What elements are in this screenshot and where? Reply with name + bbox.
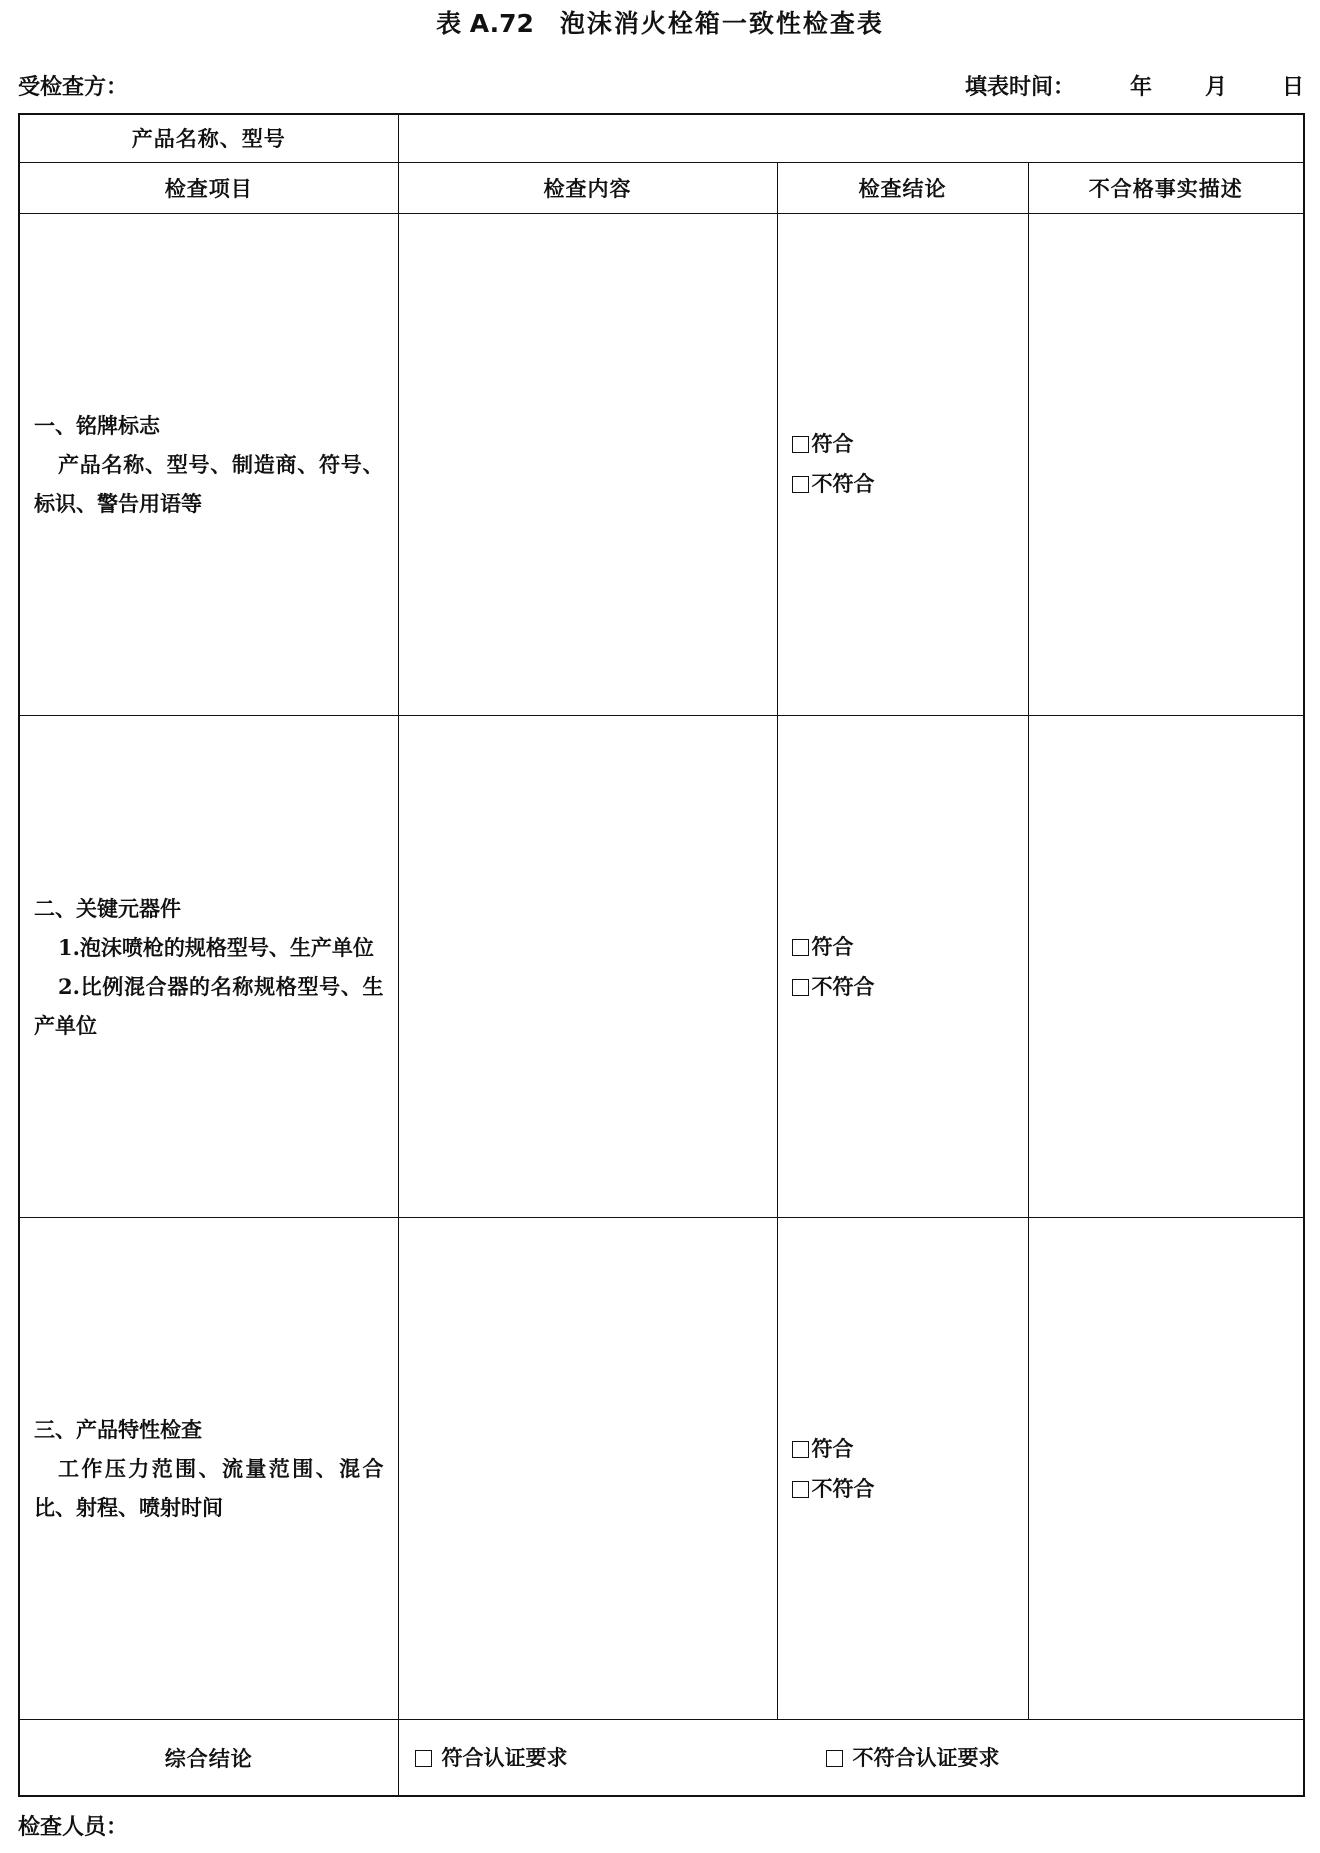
year-label: 年 [1130,74,1153,100]
item-cell [19,213,398,715]
header-check-content: 检查内容 [398,162,777,213]
item-detail: 产品名称、型号、制造商、符号、标识、警告用语等 [34,451,384,516]
pass-option[interactable] [792,424,1028,464]
pass-option-label: 符合 [811,431,854,457]
inspector-label: 检查人员： [18,1814,129,1840]
checkbox-icon[interactable] [792,979,809,996]
fail-option[interactable] [792,1469,1028,1509]
inspected-party-label: 受检查方： [18,74,129,100]
pass-option[interactable] [792,1429,1028,1469]
table-code: 表 A.72 [436,9,534,38]
checkbox-icon[interactable] [792,476,809,493]
checkbox-icon[interactable] [792,1441,809,1458]
item-cell [19,1218,398,1720]
item-row-nameplate [19,213,1304,715]
fail-option-label: 不符合 [811,973,875,999]
header-nonconformity-description: 不合格事实描述 [1028,162,1304,213]
fail-option[interactable] [792,464,1028,504]
final-fail-option[interactable] [826,1742,1000,1772]
fail-option-label: 不符合 [811,1475,875,1501]
pass-option-label: 符合 [811,933,854,959]
item-detail: 1.泡沫喷枪的规格型号、生产单位 [58,934,374,960]
final-pass-label: 符合认证要求 [441,1745,568,1771]
check-content-field[interactable] [398,1218,777,1720]
conclusion-cell [777,715,1028,1217]
check-content-field[interactable] [398,213,777,715]
nonconformity-field[interactable] [1028,213,1304,715]
item-heading: 二、关键元器件 [34,895,181,921]
inspection-table [18,113,1305,1797]
fail-option[interactable] [792,967,1028,1007]
conclusion-cell [777,1218,1028,1720]
checkbox-icon[interactable] [792,939,809,956]
final-conclusion-cell [398,1720,1304,1796]
item-detail: 2.比例混合器的名称规格型号、生产单位 [34,973,384,1038]
final-pass-option[interactable] [415,1742,568,1772]
final-fail-label: 不符合认证要求 [852,1745,1000,1771]
header-check-item: 检查项目 [19,162,398,213]
table-title [0,4,1320,40]
checkbox-icon[interactable] [792,1481,809,1498]
header-check-conclusion: 检查结论 [777,162,1028,213]
day-label: 日 [1282,74,1305,100]
final-conclusion-row [19,1720,1304,1796]
checkbox-icon[interactable] [826,1750,843,1767]
fill-time-label: 填表时间： [965,74,1076,100]
conclusion-cell [777,213,1028,715]
product-name-label: 产品名称、型号 [19,114,398,162]
product-name-field[interactable] [398,114,1304,162]
table-title-text: 泡沫消火栓箱一致性检查表 [559,9,884,38]
nonconformity-field[interactable] [1028,1218,1304,1720]
item-row-components [19,715,1304,1217]
final-conclusion-label: 综合结论 [19,1720,398,1796]
item-heading: 三、产品特性检查 [34,1417,202,1443]
pass-option-label: 符合 [811,1435,854,1461]
checkbox-icon[interactable] [792,436,809,453]
nonconformity-field[interactable] [1028,715,1304,1217]
header-row [19,162,1304,213]
pass-option[interactable] [792,927,1028,967]
checkbox-icon[interactable] [415,1750,432,1767]
product-name-row [19,114,1304,162]
item-cell [19,715,398,1217]
item-row-characteristics [19,1218,1304,1720]
check-content-field[interactable] [398,715,777,1217]
item-heading: 一、铭牌标志 [34,412,160,438]
month-label: 月 [1205,74,1228,100]
item-detail: 工作压力范围、流量范围、混合比、射程、喷射时间 [34,1456,384,1521]
fail-option-label: 不符合 [811,471,875,497]
